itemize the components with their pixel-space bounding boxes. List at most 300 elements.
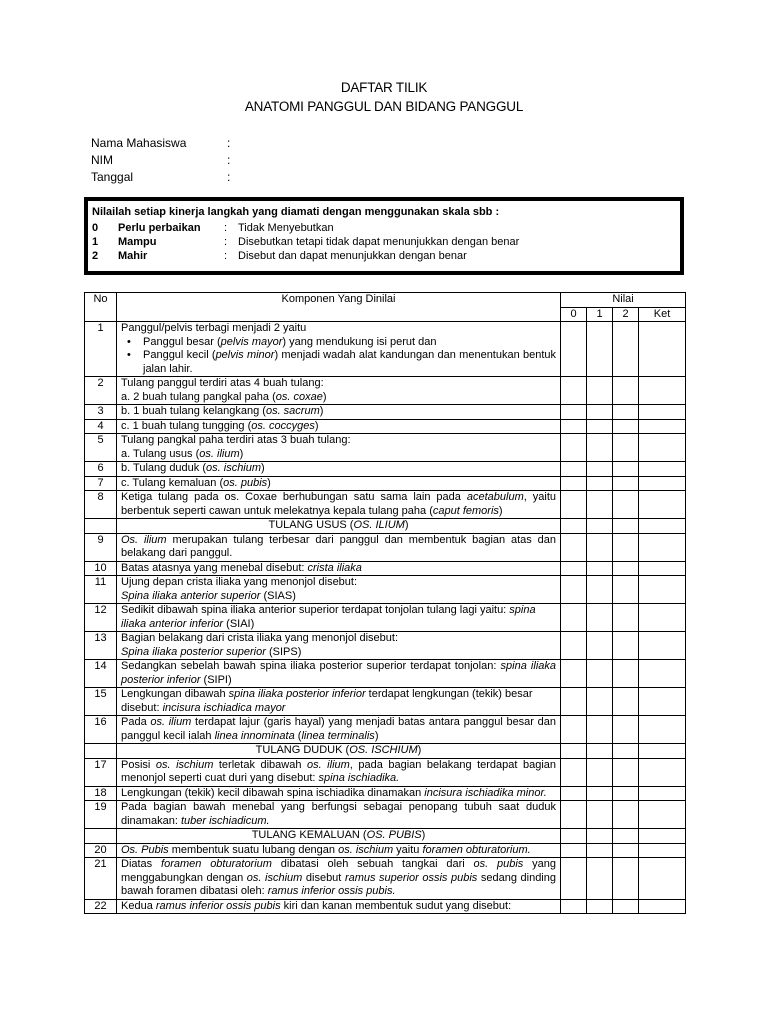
info-row-name bbox=[91, 136, 239, 153]
info-row-date bbox=[91, 170, 239, 187]
ket-cell[interactable] bbox=[639, 476, 686, 491]
row-component bbox=[117, 462, 561, 477]
row-text: membentuk suatu lubang dengan bbox=[168, 843, 339, 856]
row-text: Pada bagian bawah menebal yang berfungsi sebagai penopang tubuh saat duduk dinamakan: bbox=[121, 801, 556, 827]
ket-cell[interactable] bbox=[639, 322, 686, 377]
table-row bbox=[85, 419, 686, 434]
table-row bbox=[85, 604, 686, 632]
score-cell-2[interactable] bbox=[613, 801, 639, 829]
score-cell-2[interactable] bbox=[613, 688, 639, 716]
score-cell-0[interactable] bbox=[561, 419, 587, 434]
score-cell-1[interactable] bbox=[587, 786, 613, 801]
row-text: terdapat lajur (garis hayal) yang menjadi batas antara panggul besar dan panggul kecil ialah bbox=[121, 716, 556, 742]
row-text: Posisi bbox=[121, 758, 156, 771]
header-score-2: 2 bbox=[613, 307, 639, 322]
row-text: ) bbox=[498, 504, 503, 517]
latin-term: spina iliaka posterior inferior bbox=[228, 688, 366, 700]
latin-term: spina iliaka anterior inferior bbox=[121, 604, 536, 630]
latin-term: os. ilium bbox=[150, 716, 192, 728]
row-component bbox=[117, 561, 561, 576]
header-nilai: Nilai bbox=[561, 293, 686, 308]
row-text: c. 1 buah tulang tungging ( bbox=[121, 419, 252, 432]
score-cell-1[interactable] bbox=[587, 576, 613, 604]
table-row bbox=[85, 858, 686, 900]
score-cell-0[interactable] bbox=[561, 576, 587, 604]
row-text: ) menjadi wadah alat kandungan dan menentukan bentuk jalan lahir. bbox=[143, 349, 557, 375]
row-text: ( bbox=[294, 729, 302, 742]
row-number: 18 bbox=[85, 786, 117, 801]
scale-heading: Nilailah setiap kinerja langkah yang diamati dengan menggunakan skala sbb : bbox=[92, 206, 500, 218]
score-cell-0[interactable] bbox=[561, 632, 587, 660]
latin-term: acetabulum bbox=[466, 491, 524, 503]
info-colon: : bbox=[227, 153, 231, 167]
row-text: (SIAS) bbox=[260, 589, 296, 602]
section-spacer bbox=[587, 829, 613, 844]
row-text: Ujung depan crista iliaka yang menonjol disebut: bbox=[121, 576, 358, 588]
row-text: Tulang pangkal paha terdiri atas 3 buah tulang: bbox=[121, 434, 351, 446]
scale-item bbox=[92, 222, 658, 236]
ket-cell[interactable] bbox=[639, 405, 686, 420]
row-text: sedang dinding bawah foramen dibatasi oleh: bbox=[121, 871, 556, 897]
ket-cell[interactable] bbox=[639, 576, 686, 604]
table-row bbox=[85, 786, 686, 801]
section-spacer bbox=[613, 744, 639, 759]
section-text: ) bbox=[417, 744, 422, 756]
scale-number: 0 bbox=[92, 222, 99, 234]
table-row bbox=[85, 476, 686, 491]
row-component bbox=[117, 843, 561, 858]
score-cell-1[interactable] bbox=[587, 688, 613, 716]
ket-cell[interactable] bbox=[639, 561, 686, 576]
row-number: 7 bbox=[85, 476, 117, 491]
section-latin: OS. ISCHIUM bbox=[349, 744, 418, 756]
latin-term: os. pubis bbox=[223, 476, 268, 489]
section-latin: OS. ILIUM bbox=[353, 519, 405, 531]
score-cell-0[interactable] bbox=[561, 786, 587, 801]
section-spacer bbox=[561, 744, 587, 759]
section-spacer bbox=[639, 744, 686, 759]
header-score-0: 0 bbox=[561, 307, 587, 322]
table-row bbox=[85, 632, 686, 660]
row-component bbox=[117, 899, 561, 914]
latin-term: Spina iliaka anterior superior bbox=[121, 589, 261, 602]
row-text: Diatas bbox=[121, 858, 162, 870]
row-text: (SIAI) bbox=[223, 617, 255, 630]
ket-cell[interactable] bbox=[639, 462, 686, 477]
row-text: ) bbox=[267, 476, 271, 489]
score-cell-1[interactable] bbox=[587, 801, 613, 829]
latin-term: os. coxae bbox=[275, 390, 323, 403]
latin-term: linea terminalis bbox=[301, 729, 375, 742]
latin-term: incisura ischiadika minor. bbox=[424, 786, 547, 799]
section-text: TULANG KEMALUAN ( bbox=[251, 829, 367, 841]
table-row bbox=[85, 561, 686, 576]
row-number: 2 bbox=[85, 377, 117, 405]
row-component bbox=[117, 604, 561, 632]
latin-term: spina ischiadika. bbox=[318, 772, 400, 784]
section-spacer bbox=[613, 829, 639, 844]
row-number: 22 bbox=[85, 899, 117, 914]
score-cell-0[interactable] bbox=[561, 405, 587, 420]
student-info bbox=[91, 136, 239, 187]
ket-cell[interactable] bbox=[639, 716, 686, 744]
info-colon: : bbox=[227, 136, 231, 150]
ket-cell[interactable] bbox=[639, 899, 686, 914]
row-number: 14 bbox=[85, 660, 117, 688]
info-row-nim bbox=[91, 153, 239, 170]
row-text: a. Tulang usus ( bbox=[121, 447, 200, 460]
section-spacer bbox=[639, 519, 686, 534]
latin-term: incisura ischiadica mayor bbox=[162, 701, 286, 714]
bullet-item bbox=[121, 349, 556, 376]
score-cell-0[interactable] bbox=[561, 462, 587, 477]
score-cell-1[interactable] bbox=[587, 491, 613, 519]
table-row bbox=[85, 491, 686, 519]
row-text: dibatasi oleh sebuah tangkai dari bbox=[271, 858, 474, 870]
score-cell-2[interactable] bbox=[613, 786, 639, 801]
ket-cell[interactable] bbox=[639, 434, 686, 462]
row-component bbox=[117, 377, 561, 405]
score-cell-1[interactable] bbox=[587, 716, 613, 744]
table-row bbox=[85, 576, 686, 604]
row-text: ) bbox=[261, 462, 265, 474]
section-spacer bbox=[639, 829, 686, 844]
table-row bbox=[85, 688, 686, 716]
latin-term: os. ischium bbox=[155, 758, 214, 771]
table-row bbox=[85, 377, 686, 405]
score-cell-2[interactable] bbox=[613, 491, 639, 519]
score-cell-0[interactable] bbox=[561, 716, 587, 744]
ket-cell[interactable] bbox=[639, 858, 686, 900]
section-spacer bbox=[85, 744, 117, 759]
row-text: Pada bbox=[121, 716, 151, 728]
latin-term: os. ischium bbox=[338, 843, 394, 856]
row-text: ) bbox=[314, 419, 319, 432]
scale-number: 1 bbox=[92, 236, 99, 248]
scale-label: Mampu bbox=[118, 236, 157, 248]
section-spacer bbox=[587, 519, 613, 534]
row-text: yang menggabungkan dengan bbox=[121, 858, 556, 884]
latin-term: caput femoris bbox=[432, 504, 499, 517]
score-cell-1[interactable] bbox=[587, 533, 613, 561]
info-colon: : bbox=[227, 170, 231, 184]
table-header-row bbox=[85, 293, 686, 308]
row-text: , pada bagian belakang terdapat bagian menonjol seperti cuat duri yang disebut: bbox=[121, 758, 557, 784]
section-row bbox=[85, 519, 686, 534]
latin-term: os. ischium bbox=[206, 462, 262, 474]
row-number: 15 bbox=[85, 688, 117, 716]
info-label: NIM bbox=[91, 153, 113, 167]
section-latin: OS. PUBIS bbox=[366, 829, 422, 841]
score-cell-1[interactable] bbox=[587, 419, 613, 434]
checklist-table bbox=[84, 292, 686, 914]
score-cell-0[interactable] bbox=[561, 476, 587, 491]
table-row bbox=[85, 801, 686, 829]
section-text: TULANG DUDUK ( bbox=[255, 744, 350, 756]
score-cell-1[interactable] bbox=[587, 604, 613, 632]
row-component bbox=[117, 801, 561, 829]
score-cell-2[interactable] bbox=[613, 899, 639, 914]
section-spacer bbox=[85, 829, 117, 844]
row-component bbox=[117, 405, 561, 420]
section-title-pubis bbox=[117, 829, 561, 844]
row-component bbox=[117, 632, 561, 660]
row-text: terdapat lengkungan (tekik) besar disebut: bbox=[121, 688, 533, 714]
section-text: ) bbox=[404, 519, 409, 531]
scale-description: Disebutkan tetapi tidak dapat menunjukkan dengan benar bbox=[238, 236, 520, 248]
latin-term: spina iliaka posterior inferior bbox=[121, 660, 556, 686]
row-number: 9 bbox=[85, 533, 117, 561]
row-text: c. Tulang kemaluan ( bbox=[121, 476, 224, 489]
section-text: TULANG USUS ( bbox=[268, 519, 354, 531]
info-label: Nama Mahasiswa bbox=[91, 136, 187, 150]
score-cell-2[interactable] bbox=[613, 322, 639, 377]
row-number: 16 bbox=[85, 716, 117, 744]
row-text: a. 2 buah tulang pangkal paha ( bbox=[121, 390, 276, 403]
row-number: 1 bbox=[85, 322, 117, 377]
row-component bbox=[117, 533, 561, 561]
row-text: ) yang mendukung isi perut dan bbox=[282, 335, 437, 348]
row-component bbox=[117, 688, 561, 716]
row-text: Batas atasnya yang menebal disebut: bbox=[121, 561, 308, 574]
row-component bbox=[117, 476, 561, 491]
latin-term: os. coccyges bbox=[251, 419, 315, 432]
score-cell-0[interactable] bbox=[561, 801, 587, 829]
score-cell-2[interactable] bbox=[613, 462, 639, 477]
row-text: (SIPS) bbox=[265, 645, 302, 658]
row-text: Panggul kecil ( bbox=[143, 349, 216, 361]
score-cell-2[interactable] bbox=[613, 377, 639, 405]
ket-cell[interactable] bbox=[639, 843, 686, 858]
score-cell-2[interactable] bbox=[613, 660, 639, 688]
table-row bbox=[85, 405, 686, 420]
row-text: Lengkungan (tekik) kecil dibawah spina ischiadika dinamakan bbox=[121, 786, 425, 799]
row-component bbox=[117, 434, 561, 462]
document-title: DAFTAR TILIK bbox=[340, 80, 428, 95]
row-component bbox=[117, 419, 561, 434]
latin-term: os. ischium bbox=[246, 871, 303, 884]
ket-cell[interactable] bbox=[639, 801, 686, 829]
score-cell-0[interactable] bbox=[561, 561, 587, 576]
header-score-1: 1 bbox=[587, 307, 613, 322]
score-cell-2[interactable] bbox=[613, 858, 639, 900]
score-cell-1[interactable] bbox=[587, 322, 613, 377]
row-component bbox=[117, 716, 561, 744]
row-number: 8 bbox=[85, 491, 117, 519]
row-number: 5 bbox=[85, 434, 117, 462]
table-row bbox=[85, 899, 686, 914]
row-text: b. 1 buah tulang kelangkang ( bbox=[121, 405, 266, 417]
row-number: 4 bbox=[85, 419, 117, 434]
row-number: 3 bbox=[85, 405, 117, 420]
row-number: 12 bbox=[85, 604, 117, 632]
section-spacer bbox=[587, 744, 613, 759]
row-component bbox=[117, 491, 561, 519]
scale-item bbox=[92, 236, 658, 250]
ket-cell[interactable] bbox=[639, 604, 686, 632]
document-subtitle: ANATOMI PANGGUL DAN BIDANG PANGGUL bbox=[244, 99, 524, 114]
row-text: Panggul/pelvis terbagi menjadi 2 yaitu bbox=[121, 322, 307, 334]
latin-term: foramen obturatorium bbox=[161, 858, 272, 870]
row-number: 17 bbox=[85, 758, 117, 786]
latin-term: os. ilium bbox=[199, 447, 240, 460]
ket-cell[interactable] bbox=[639, 533, 686, 561]
latin-term: os. ilium bbox=[306, 758, 350, 771]
score-cell-0[interactable] bbox=[561, 660, 587, 688]
row-component bbox=[117, 858, 561, 900]
row-component bbox=[117, 758, 561, 786]
score-cell-0[interactable] bbox=[561, 533, 587, 561]
table-row bbox=[85, 843, 686, 858]
ket-cell[interactable] bbox=[639, 377, 686, 405]
score-cell-1[interactable] bbox=[587, 462, 613, 477]
score-cell-2[interactable] bbox=[613, 716, 639, 744]
table-row bbox=[85, 758, 686, 786]
header-no: No bbox=[85, 293, 117, 322]
row-text: Panggul besar ( bbox=[143, 335, 221, 348]
latin-term: ramus superior ossis pubis bbox=[344, 871, 478, 884]
scale-colon: : bbox=[224, 250, 228, 262]
row-component bbox=[117, 576, 561, 604]
ket-cell[interactable] bbox=[639, 660, 686, 688]
section-row bbox=[85, 744, 686, 759]
score-cell-1[interactable] bbox=[587, 434, 613, 462]
latin-term: Os. ilium bbox=[121, 533, 167, 546]
score-cell-2[interactable] bbox=[613, 843, 639, 858]
latin-term: Spina iliaka posterior superior bbox=[121, 645, 266, 658]
section-row bbox=[85, 829, 686, 844]
row-text: Ketiga tulang pada os. Coxae berhubungan satu sama lain pada bbox=[121, 491, 467, 503]
header-ket: Ket bbox=[639, 307, 686, 322]
score-cell-0[interactable] bbox=[561, 858, 587, 900]
ket-cell[interactable] bbox=[639, 632, 686, 660]
row-text: merupakan tulang terbesar dari panggul dan membentuk bagian atas dan belakang dari panggul. bbox=[121, 533, 557, 559]
latin-term: crista iliaka bbox=[307, 561, 362, 574]
score-cell-2[interactable] bbox=[613, 632, 639, 660]
latin-term: pelvis minor bbox=[215, 349, 275, 361]
latin-term: os. pubis bbox=[473, 858, 524, 870]
section-spacer bbox=[85, 519, 117, 534]
score-cell-0[interactable] bbox=[561, 688, 587, 716]
score-cell-1[interactable] bbox=[587, 632, 613, 660]
score-cell-2[interactable] bbox=[613, 604, 639, 632]
info-label: Tanggal bbox=[91, 170, 134, 184]
row-text: yaitu bbox=[393, 843, 423, 856]
score-cell-0[interactable] bbox=[561, 322, 587, 377]
ket-cell[interactable] bbox=[639, 688, 686, 716]
header-component: Komponen Yang Dinilai bbox=[117, 293, 561, 322]
score-cell-0[interactable] bbox=[561, 377, 587, 405]
row-text: Lengkungan dibawah bbox=[121, 688, 229, 700]
score-cell-1[interactable] bbox=[587, 660, 613, 688]
row-component bbox=[117, 660, 561, 688]
score-cell-0[interactable] bbox=[561, 758, 587, 786]
row-text: ) bbox=[239, 447, 244, 460]
scale-label: Perlu perbaikan bbox=[118, 222, 201, 234]
latin-term: ramus inferior ossis pubis. bbox=[267, 885, 396, 897]
score-cell-2[interactable] bbox=[613, 758, 639, 786]
score-cell-1[interactable] bbox=[587, 858, 613, 900]
score-cell-2[interactable] bbox=[613, 561, 639, 576]
row-text: terletak dibawah bbox=[213, 758, 307, 771]
latin-term: os. sacrum bbox=[265, 405, 320, 417]
latin-term: linea innominata bbox=[214, 729, 295, 742]
latin-term: tuber ischiadicum. bbox=[180, 814, 270, 827]
scale-description: Tidak Menyebutkan bbox=[238, 222, 334, 234]
score-cell-1[interactable] bbox=[587, 377, 613, 405]
row-text: ) bbox=[319, 405, 324, 417]
row-text: , yaitu berbentuk seperti cawan untuk melekatnya kepala tulang paha ( bbox=[121, 491, 556, 517]
section-title-ilium bbox=[117, 519, 561, 534]
row-number: 6 bbox=[85, 462, 117, 477]
latin-term: ramus inferior ossis pubis bbox=[155, 899, 281, 912]
score-cell-1[interactable] bbox=[587, 561, 613, 576]
row-text: Kedua bbox=[121, 899, 156, 912]
scale-colon: : bbox=[224, 236, 228, 248]
table-row bbox=[85, 462, 686, 477]
section-spacer bbox=[561, 519, 587, 534]
ket-cell[interactable] bbox=[639, 786, 686, 801]
row-number: 19 bbox=[85, 801, 117, 829]
table-row bbox=[85, 660, 686, 688]
score-cell-0[interactable] bbox=[561, 843, 587, 858]
row-number: 13 bbox=[85, 632, 117, 660]
score-cell-2[interactable] bbox=[613, 533, 639, 561]
latin-term: Os. Pubis bbox=[121, 843, 169, 856]
ket-cell[interactable] bbox=[639, 491, 686, 519]
score-cell-2[interactable] bbox=[613, 576, 639, 604]
row-text: disebut bbox=[302, 871, 345, 884]
score-cell-1[interactable] bbox=[587, 843, 613, 858]
table-row bbox=[85, 322, 686, 377]
score-cell-1[interactable] bbox=[587, 758, 613, 786]
scale-item bbox=[92, 250, 658, 264]
row-text: Sedikit dibawah spina iliaka anterior superior terdapat tonjolan tulang lagi yaitu: bbox=[121, 604, 510, 616]
ket-cell[interactable] bbox=[639, 758, 686, 786]
scale-label: Mahir bbox=[118, 250, 148, 262]
score-cell-2[interactable] bbox=[613, 476, 639, 491]
score-cell-1[interactable] bbox=[587, 899, 613, 914]
ket-cell[interactable] bbox=[639, 419, 686, 434]
section-title-ischium bbox=[117, 744, 561, 759]
scale-description: Disebut dan dapat menunjukkan dengan benar bbox=[238, 250, 467, 262]
row-text: kiri dan kanan membentuk sudut yang disebut: bbox=[280, 899, 512, 912]
row-component bbox=[117, 786, 561, 801]
bullet-item bbox=[121, 336, 556, 350]
latin-term: pelvis mayor bbox=[220, 335, 283, 348]
table-row bbox=[85, 533, 686, 561]
row-number: 21 bbox=[85, 858, 117, 900]
table-row bbox=[85, 434, 686, 462]
section-text: ) bbox=[421, 829, 426, 841]
score-cell-0[interactable] bbox=[561, 899, 587, 914]
table-row bbox=[85, 716, 686, 744]
scale-number: 2 bbox=[92, 250, 99, 262]
score-cell-2[interactable] bbox=[613, 434, 639, 462]
score-cell-1[interactable] bbox=[587, 405, 613, 420]
row-text: Sedangkan sebelah bawah spina iliaka posterior superior terdapat tonjolan: bbox=[121, 660, 501, 672]
score-cell-0[interactable] bbox=[561, 491, 587, 519]
score-cell-2[interactable] bbox=[613, 405, 639, 420]
row-text: ) bbox=[374, 729, 379, 742]
row-number: 20 bbox=[85, 843, 117, 858]
section-spacer bbox=[613, 519, 639, 534]
score-cell-1[interactable] bbox=[587, 476, 613, 491]
score-cell-0[interactable] bbox=[561, 604, 587, 632]
score-cell-0[interactable] bbox=[561, 434, 587, 462]
score-cell-2[interactable] bbox=[613, 419, 639, 434]
row-text: b. Tulang duduk ( bbox=[121, 462, 207, 474]
